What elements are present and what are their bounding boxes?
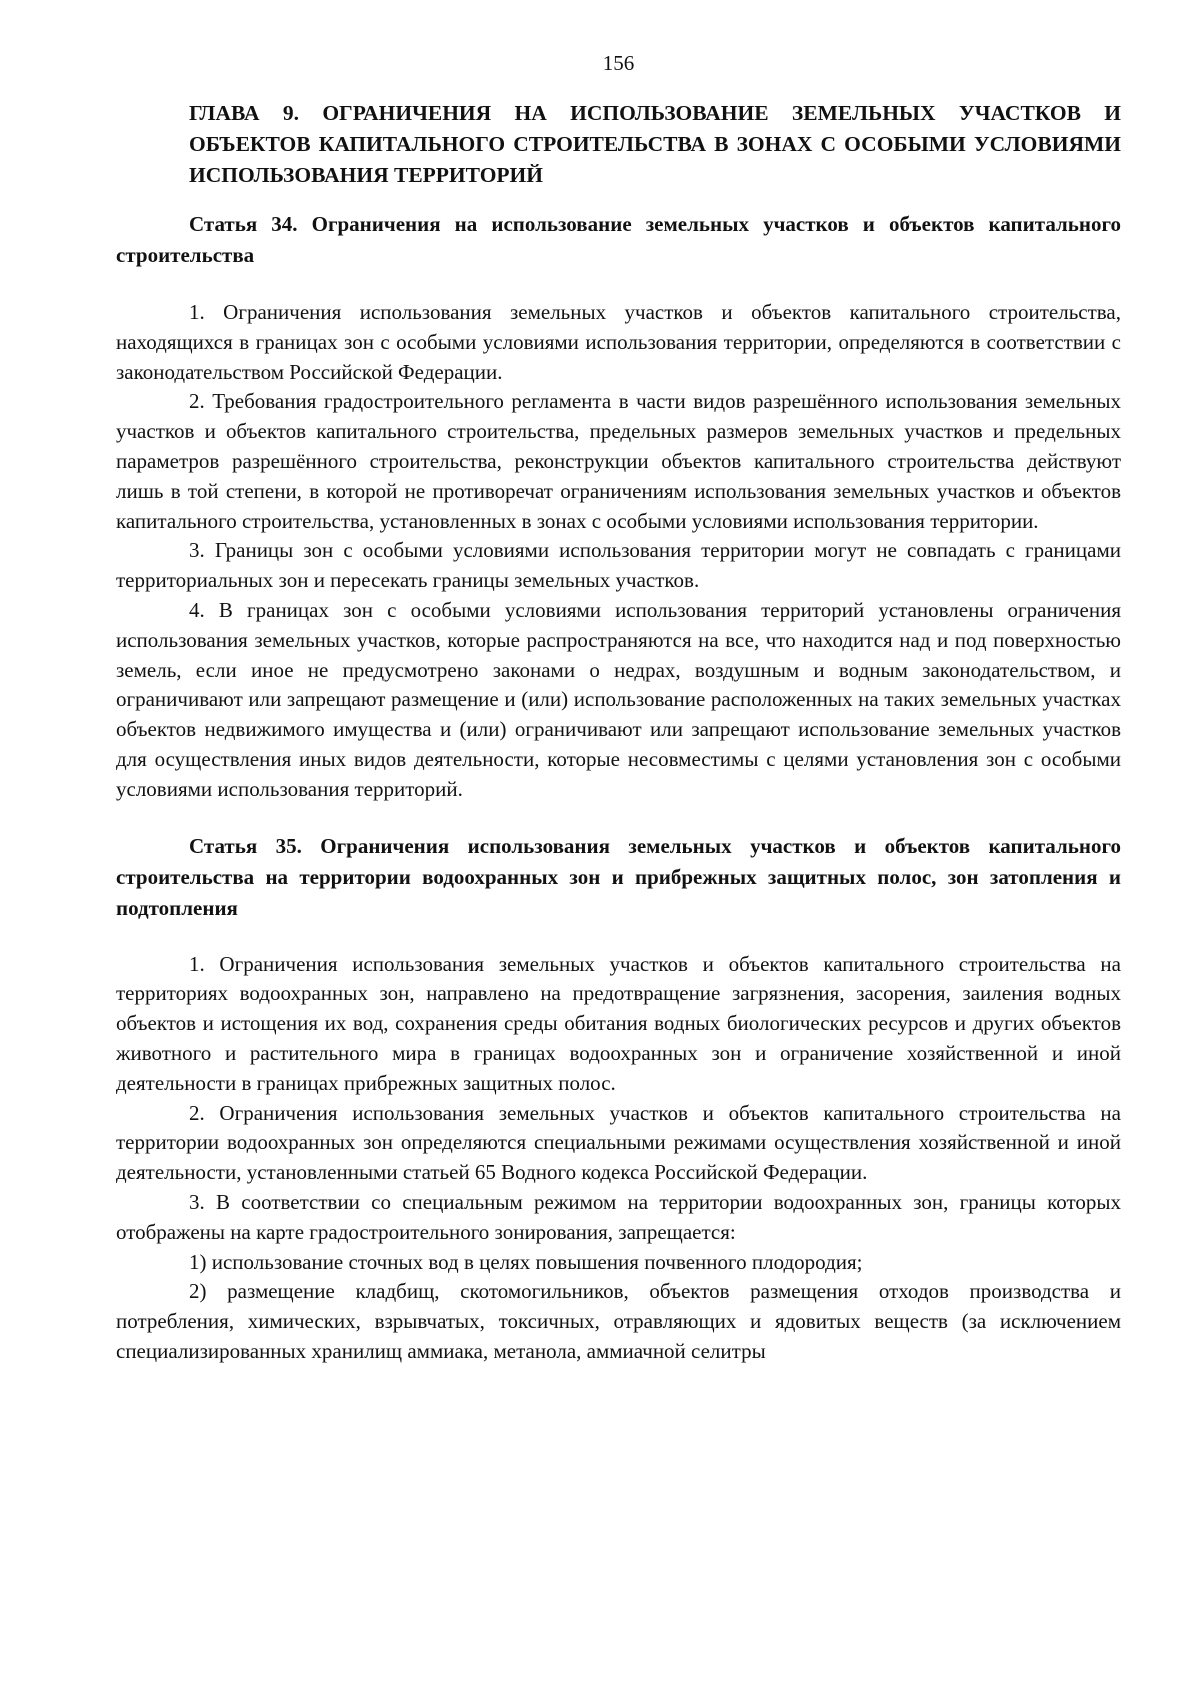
article-34-title: Статья 34. Ограничения на использование земельных участков и объектов капитального строительства (116, 212, 1121, 267)
chapter-title: ГЛАВА 9. ОГРАНИЧЕНИЯ НА ИСПОЛЬЗОВАНИЕ ЗЕМЕЛЬНЫХ УЧАСТКОВ И ОБЪЕКТОВ КАПИТАЛЬНОГО СТРОИТЕЛЬСТВА В ЗОНАХ С ОСОБЫМИ УСЛОВИЯМИ ИСПОЛЬЗОВАНИЯ ТЕРРИТОРИЙ (189, 101, 1121, 187)
article-34-paragraph-1: 1. Ограничения использования земельных участков и объектов капитального строительства, находящихся в границах зон с особыми условиями использования территории, определяются в соответствии с законодательством Российской Федерации. (116, 300, 1121, 384)
article-35-paragraph-1: 1. Ограничения использования земельных участков и объектов капитального строительства на территориях водоохранных зон, направлено на предотвращение загрязнения, засорения, заиления водных объектов и истощения их вод, сохранения среды обитания водных биологических ресурсов и других объектов животного и растительного мира в границах водоохранных зон и ограничение хозяйственной и иной деятельности в границах прибрежных защитных полос. (116, 951, 1121, 1095)
article-34-paragraph-3: 3. Границы зон с особыми условиями использования территории могут не совпадать с границами территориальных зон и пересекать границы земельных участков. (116, 538, 1121, 593)
article-34 (116, 209, 1121, 805)
article-35-list-item-2: 2) размещение кладбищ, скотомогильников, объектов размещения отходов производства и потребления, химических, взрывчатых, токсичных, отравляющих и ядовитых веществ (за исключением специализированных хранилищ аммиака, метанола, аммиачной селитры (116, 1279, 1121, 1363)
document-page (116, 50, 1121, 1367)
page-number: 156 (602, 51, 635, 75)
article-35-paragraph-2: 2. Ограничения использования земельных участков и объектов капитального строительства на территории водоохранных зон определяются специальными режимами осуществления хозяйственной и иной деятельности, установленными статьей 65 Водного кодекса Российской Федерации. (116, 1100, 1121, 1185)
article-35-list-item-1: 1) использование сточных вод в целях повышения почвенного плодородия; (189, 1249, 863, 1274)
article-35-title: Статья 35. Ограничения использования земельных участков и объектов капитального строительства на территории водоохранных зон и прибрежных защитных полос, зон затопления и подтопления (116, 833, 1121, 920)
article-35 (116, 831, 1121, 1367)
article-34-paragraph-2: 2. Требования градостроительного регламента в части видов разрешённого использования земельных участков и объектов капитального строительства, предельных размеров земельных участков и предельных параметров разрешённого строительства, реконструкции объектов капитального строительства действуют лишь в той степени, в которой не противоречат ограничениям использования земельных участков и объектов капитального строительства, установленных в зонах с особыми условиями использования территории. (116, 389, 1121, 533)
article-34-paragraph-4: 4. В границах зон с особыми условиями использования территорий установлены ограничения использования земельных участков, которые распространяются на все, что находится над и под поверхностью земель, если иное не предусмотрено законами о недрах, воздушным и водным законодательством, и ограничивают или запрещают размещение и (или) использование расположенных на таких земельных участках объектов недвижимого имущества и (или) ограничивают или запрещают использование земельных участков для осуществления иных видов деятельности, которые несовместимы с целями установления зон с особыми условиями использования территорий. (116, 597, 1121, 801)
article-35-paragraph-3: 3. В соответствии со специальным режимом на территории водоохранных зон, границы которых отображены на карте градостроительного зонирования, запрещается: (116, 1189, 1121, 1244)
